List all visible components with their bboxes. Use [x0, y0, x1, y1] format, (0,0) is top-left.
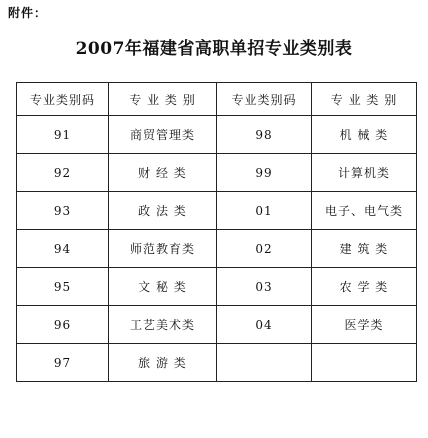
document-title: 2007年福建省高职单招专业类别表 [75, 39, 353, 59]
category-name: 财 经 类 [109, 154, 217, 192]
category-name: 商贸管理类 [109, 116, 217, 154]
column-header-category-right: 专 业 类 别 [312, 83, 417, 116]
table-row [17, 192, 417, 230]
category-code: 04 [217, 306, 312, 344]
table-row [17, 268, 417, 306]
category-code: 97 [17, 344, 109, 382]
category-name: 计算机类 [312, 154, 417, 192]
category-name [312, 344, 417, 382]
table-row [17, 154, 417, 192]
category-code: 01 [217, 192, 312, 230]
major-category-table [16, 82, 417, 382]
column-header-code-right: 专业类别码 [217, 83, 312, 116]
category-name: 政 法 类 [109, 192, 217, 230]
category-name: 工艺美术类 [109, 306, 217, 344]
table-row [17, 230, 417, 268]
category-code: 98 [217, 116, 312, 154]
category-code: 03 [217, 268, 312, 306]
category-code: 95 [17, 268, 109, 306]
category-code: 91 [17, 116, 109, 154]
category-name: 机 械 类 [312, 116, 417, 154]
category-code: 93 [17, 192, 109, 230]
category-name: 师范教育类 [109, 230, 217, 268]
category-code: 02 [217, 230, 312, 268]
table-row [17, 116, 417, 154]
category-name: 建 筑 类 [312, 230, 417, 268]
table-row [17, 306, 417, 344]
attachment-label: 附件： [8, 6, 48, 20]
category-code: 94 [17, 230, 109, 268]
category-name: 旅 游 类 [109, 344, 217, 382]
category-name: 农 学 类 [312, 268, 417, 306]
category-code: 92 [17, 154, 109, 192]
column-header-category-left: 专 业 类 别 [109, 83, 217, 116]
category-name: 文 秘 类 [109, 268, 217, 306]
category-code [217, 344, 312, 382]
category-code: 96 [17, 306, 109, 344]
table-row [17, 344, 417, 382]
table-header-row [17, 83, 417, 116]
column-header-code-left: 专业类别码 [17, 83, 109, 116]
category-name: 电子、电气类 [312, 192, 417, 230]
category-name: 医学类 [312, 306, 417, 344]
category-code: 99 [217, 154, 312, 192]
